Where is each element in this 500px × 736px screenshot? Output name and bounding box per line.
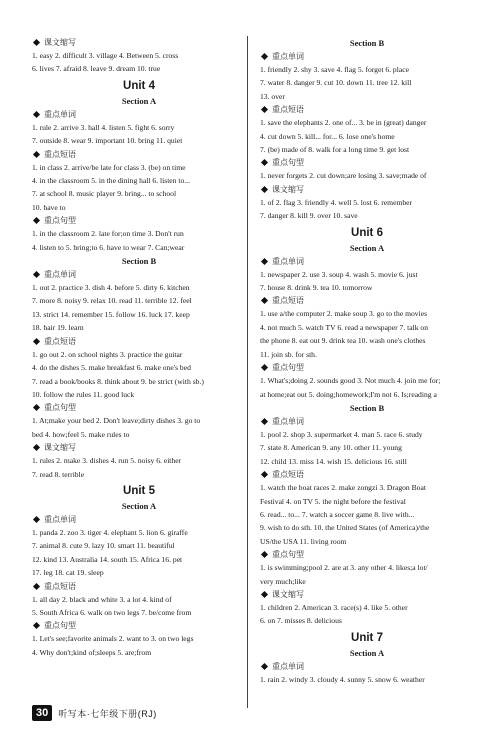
section-title: Section A [349, 242, 385, 253]
subsection-label: 课文缩写 [44, 443, 76, 453]
subsection-heading [260, 183, 474, 196]
subsection-heading [260, 588, 474, 601]
diamond-bullet-icon [261, 663, 268, 670]
answer-line: 12. kind 13. Australia 14. south 15. Africa 16. pet [32, 554, 183, 564]
diamond-bullet-icon [33, 271, 40, 278]
section-title: Section B [349, 38, 385, 48]
unit-title: Unit 4 [123, 79, 155, 92]
answer-line: the phone 8. eat out 9. drink tea 10. wash one's clothes [260, 336, 426, 346]
subsection-label: 重点单词 [44, 514, 76, 524]
answer-line: 7. (be) made of 8. walk for a long time 9. get lost [260, 145, 410, 155]
subsection-heading [32, 214, 246, 227]
subsection-heading [260, 50, 474, 63]
answer-line: 1. children 2. American 3. race(s) 4. like 5. other [260, 602, 408, 612]
answer-line: 4. in the classroom 5. in the dining hall 6. listen to... [32, 176, 190, 186]
book-title: 听写本·七年级下册(RJ) [58, 708, 157, 719]
answer-line: 1. out 2. practice 3. dish 4. before 5. dirty 6. kitchen [32, 283, 190, 293]
answer-line: 7. read a book/books 8. think about 9. be strict (with sb.) [32, 376, 204, 386]
diamond-bullet-icon [261, 53, 268, 60]
answer-line: 18. hair 19. learn [32, 323, 84, 333]
section-title: Section A [121, 500, 157, 511]
answer-line: 7. more 8. noisy 9. relax 10. read 11. terrible 12. feel [32, 296, 192, 306]
answer-line: 7. read 8. terrible [32, 469, 85, 479]
answer-line: 1. all day 2. black and white 3. a lot 4. kind of [32, 594, 172, 604]
right-column [260, 36, 474, 686]
subsection-heading [260, 361, 474, 374]
answer-line: 1. friendly 2. shy 3. save 4. flag 5. forget 6. place [260, 65, 409, 74]
answer-line: 1. never forgets 2. cut down;are losing 3. save;made of [260, 171, 427, 181]
diamond-bullet-icon [33, 111, 40, 118]
answer-line: 4. listen to 5. bring;to 6. have to wear 7. Can;wear [32, 242, 185, 252]
subsection-label: 重点短语 [44, 336, 76, 346]
answer-line: Festival 4. on TV 5. the night before the festival [260, 496, 406, 506]
section-title: Section B [349, 402, 385, 413]
diamond-bullet-icon [33, 516, 40, 523]
subsection-heading [32, 268, 246, 281]
answer-line: at home;eat out 5. doing;homework;I'm not 6. Is;reading a [260, 389, 437, 399]
subsection-label: 课文缩写 [272, 184, 304, 194]
subsection-heading [260, 156, 474, 169]
subsection-label: 重点单词 [272, 661, 304, 671]
answer-line: 1. rules 2. make 3. dishes 4. run 5. noisy 6. either [32, 456, 182, 466]
answer-line: 10. follow the rules 11. good luck [32, 389, 135, 399]
subsection-label: 重点单词 [272, 52, 304, 61]
answer-line: 1. Let's see;favorite animals 2. want to 3. on two legs [32, 634, 194, 644]
answer-line: 1. pool 2. shop 3. supermarket 4. man 5. race 6. study [260, 429, 423, 439]
answer-line: 9. wish to do sth. 10. the United States (of America)/the [260, 523, 430, 533]
unit-title: Unit 7 [351, 631, 383, 644]
page-number: 30 [32, 705, 52, 721]
diamond-bullet-icon [33, 151, 40, 158]
answer-line: 10. have to [32, 202, 66, 212]
diamond-bullet-icon [261, 471, 268, 478]
subsection-label: 重点单词 [272, 256, 304, 266]
section-title: Section A [121, 95, 157, 106]
diamond-bullet-icon [33, 583, 40, 590]
subsection-label: 重点句型 [44, 403, 76, 413]
answer-line: 7. animal 8. cute 9. lazy 10. smart 11. beautiful [32, 541, 175, 551]
answer-line: 5. South Africa 6. walk on two legs 7. be/come from [32, 607, 192, 617]
diamond-bullet-icon [261, 418, 268, 425]
answer-line: 1. use a/the computer 2. make soup 3. go to the movies [260, 309, 428, 319]
answer-line: US/the USA 11. living room [260, 536, 347, 546]
answer-line: 1. panda 2. zoo 3. tiger 4. elephant 5. lion 6. giraffe [32, 527, 188, 537]
answer-line: 7. house 8. drink 9. tea 10. tomorrow [260, 283, 373, 293]
diamond-bullet-icon [33, 217, 40, 224]
section-title: Section B [121, 256, 157, 267]
answer-line: 4. Why don't;kind of;sleeps 5. are;from [32, 647, 152, 657]
diamond-bullet-icon [261, 591, 268, 598]
answer-line: 1. rule 2. arrive 3. hall 4. listen 5. fight 6. sorry [32, 122, 175, 132]
page-footer [32, 705, 157, 721]
diamond-bullet-icon [33, 338, 40, 345]
answer-line: 7. state 8. American 9. any 10. other 11. young [260, 443, 402, 453]
answer-line: 1. newspaper 2. use 3. soup 4. wash 5. movie 6. just [260, 269, 418, 279]
subsection-label: 重点短语 [44, 581, 76, 591]
answer-line: 6. lives 7. afraid 8. leave 9. dream 10. true [32, 64, 161, 74]
subsection-label: 重点单词 [44, 270, 76, 280]
answer-line: 13. strict 14. remember 15. follow 16. luck 17. keep [32, 309, 190, 319]
subsection-heading [32, 619, 246, 632]
diamond-bullet-icon [261, 159, 268, 166]
section-title: Section A [349, 647, 385, 658]
left-column [32, 36, 246, 659]
subsection-heading [260, 103, 474, 116]
answer-line: 7. danger 8. kill 9. over 10. save [260, 211, 358, 221]
subsection-label: 重点短语 [272, 296, 304, 306]
diamond-bullet-icon [33, 622, 40, 629]
subsection-heading [32, 401, 246, 414]
subsection-label: 重点句型 [272, 550, 304, 560]
subsection-label: 重点短语 [272, 470, 304, 480]
diamond-bullet-icon [33, 404, 40, 411]
subsection-label: 重点句型 [44, 621, 76, 631]
subsection-label: 重点句型 [272, 158, 304, 168]
answer-line: 1. of 2. flag 3. friendly 4. well 5. lost 6. remember [260, 197, 413, 207]
answer-line: 4. cut down 5. kill... for... 6. lose one's home [260, 131, 395, 141]
subsection-label: 重点句型 [44, 216, 76, 226]
subsection-label: 重点短语 [44, 149, 76, 159]
subsection-label: 重点单词 [44, 109, 76, 119]
answer-line: 1. save the elephants 2. one of... 3. be in (great) danger [260, 118, 427, 128]
answer-line: 1. What's;doing 2. sounds good 3. Not much 4. join me for; [260, 376, 441, 386]
subsection-heading [260, 548, 474, 561]
answer-line: 1. At;make your bed 2. Don't leave;dirty dishes 3. go to [32, 416, 201, 426]
subsection-heading [260, 468, 474, 481]
subsection-heading [32, 513, 246, 526]
subsection-label: 课文缩写 [44, 38, 76, 47]
subsection-label: 重点单词 [272, 416, 304, 426]
diamond-bullet-icon [261, 106, 268, 113]
diamond-bullet-icon [261, 364, 268, 371]
answer-line: 6. on 7. misses 8. delicious [260, 616, 342, 626]
answer-line: 6. read... to... 7. watch a soccer game 8. live with... [260, 509, 415, 519]
answer-line: 4. do the dishes 5. make breakfast 6. make one's bed [32, 363, 191, 373]
subsection-heading [32, 148, 246, 161]
answer-line: 13. over [260, 91, 285, 101]
answer-line: 1. go out 2. on school nights 3. practice the guitar [32, 349, 183, 359]
diamond-bullet-icon [33, 39, 40, 46]
subsection-label: 重点句型 [272, 363, 304, 373]
column-divider [247, 36, 248, 708]
answer-line: 11. join sb. for sth. [260, 349, 317, 359]
answer-line: very much;like [260, 576, 306, 586]
subsection-heading [260, 294, 474, 307]
answer-line: 1. rain 2. windy 3. cloudy 4. sunny 5. snow 6. weather [260, 674, 425, 684]
diamond-bullet-icon [261, 551, 268, 558]
answer-line: 1. in the classroom 2. late for;on time 3. Don't run [32, 229, 184, 239]
subsection-heading [32, 335, 246, 348]
subsection-heading [260, 415, 474, 428]
answer-line: bed 4. how;feel 5. make rules to [32, 429, 130, 439]
subsection-heading [32, 108, 246, 121]
subsection-label: 课文缩写 [272, 589, 304, 599]
diamond-bullet-icon [33, 444, 40, 451]
unit-title: Unit 6 [351, 226, 383, 239]
answer-line: 1. in class 2. arrive/be late for class 3. (be) on time [32, 162, 186, 172]
subsection-heading [260, 255, 474, 268]
answer-line: 4. not much 5. watch TV 6. read a newspaper 7. talk on [260, 322, 429, 332]
subsection-heading [32, 441, 246, 454]
answer-line: 1. is swimming;pool 2. are at 3. any other 4. likes;a lot/ [260, 563, 428, 573]
subsection-heading [260, 660, 474, 673]
answer-line: 1. watch the boat races 2. make zongzi 3. Dragon Boat [260, 483, 426, 493]
diamond-bullet-icon [261, 297, 268, 304]
subsection-heading [32, 580, 246, 593]
subsection-heading [32, 36, 246, 49]
diamond-bullet-icon [261, 258, 268, 265]
answer-line: 17. leg 18. cat 19. sleep [32, 568, 104, 578]
answer-line: 7. at school 8. music player 9. bring... to school [32, 189, 177, 199]
answer-line: 1. easy 2. difficult 3. village 4. Between 5. cross [32, 51, 179, 60]
subsection-label: 重点短语 [272, 105, 304, 115]
answer-line: 7. water 8. danger 9. cut 10. down 11. tree 12. kill [260, 78, 412, 88]
unit-title: Unit 5 [123, 484, 155, 497]
answer-line: 7. outside 8. wear 9. important 10. bring 11. quiet [32, 136, 183, 146]
answer-line: 12. child 13. miss 14. wish 15. delicious 16. still [260, 456, 407, 466]
diamond-bullet-icon [261, 186, 268, 193]
